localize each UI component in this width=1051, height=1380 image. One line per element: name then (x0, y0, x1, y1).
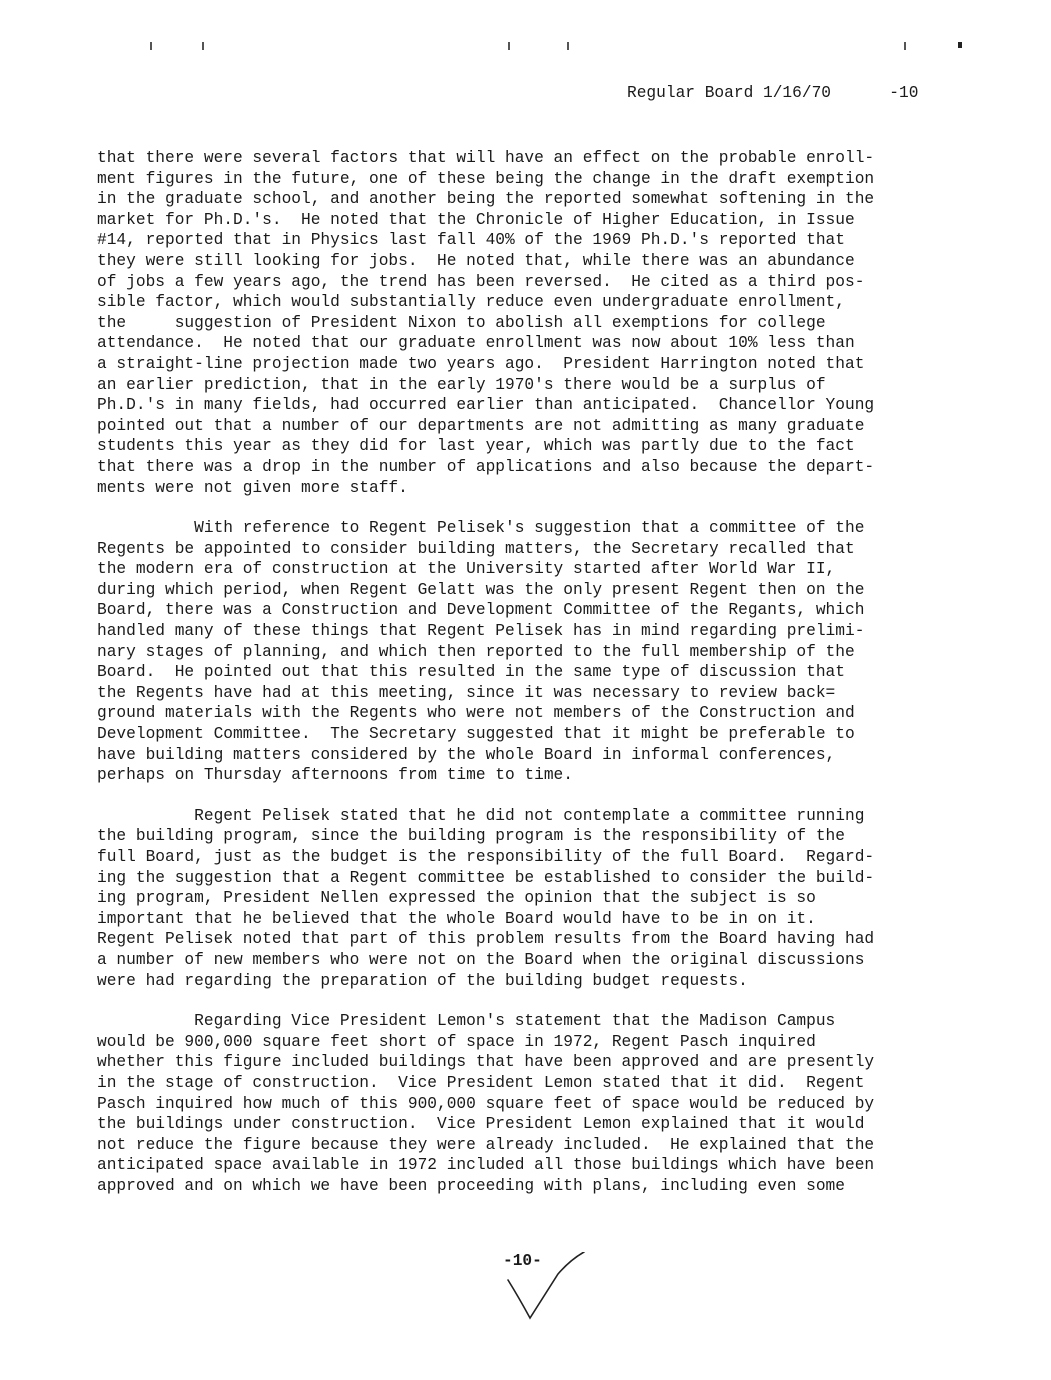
text-line: With reference to Regent Pelisek's suggestion that a committee of the (97, 519, 865, 538)
text-line: in the graduate school, and another being the reported somewhat softening in the (97, 190, 875, 209)
text-line: ing the suggestion that a Regent committee be established to consider the build- (97, 868, 875, 887)
text-line: anticipated space available in 1972 included all those buildings which have been (97, 1156, 875, 1175)
text-line: the Regents have had at this meeting, since it was necessary to review back= (97, 683, 836, 702)
margin-mark (150, 42, 152, 50)
margin-mark (508, 42, 510, 50)
document-body (97, 148, 957, 1197)
text-line: important that he believed that the whole Board would have to be in on it. (97, 909, 816, 928)
text-line: ment figures in the future, one of these being the change in the draft exemption (97, 169, 875, 188)
margin-mark (567, 42, 569, 50)
text-line: Ph.D.'s in many fields, had occurred earlier than anticipated. Chancellor Young (97, 396, 875, 415)
text-line: that there was a drop in the number of applications and also because the depart- (97, 457, 875, 476)
margin-mark (202, 42, 204, 50)
text-line: a number of new members who were not on the Board when the original discussions (97, 950, 865, 969)
text-line: the suggestion of President Nixon to abolish all exemptions for college (97, 313, 826, 332)
text-line: ing program, President Nellen expressed the opinion that the subject is so (97, 889, 816, 908)
text-line: the buildings under construction. Vice President Lemon explained that it would (97, 1115, 865, 1134)
text-line: during which period, when Regent Gelatt was the only present Regent then on the (97, 580, 865, 599)
paragraph-3 (97, 806, 957, 991)
header-title: Regular Board 1/16/70 (627, 84, 831, 102)
paragraph-4 (97, 1011, 957, 1196)
margin-mark (958, 42, 962, 48)
text-line: the building program, since the building program is the responsibility of the (97, 827, 845, 846)
text-line: attendance. He noted that our graduate enrollment was now about 10% less than (97, 334, 855, 353)
paragraph-2 (97, 518, 957, 786)
text-line: Regent Pelisek stated that he did not contemplate a committee running (97, 806, 865, 825)
text-line: have building matters considered by the whole Board in informal conferences, (97, 745, 836, 764)
text-line: that there were several factors that will have an effect on the probable enroll- (97, 149, 875, 167)
text-line: would be 900,000 square feet short of space in 1972, Regent Pasch inquired (97, 1032, 816, 1051)
text-line: not reduce the figure because they were already included. He explained that the (97, 1135, 875, 1154)
text-line: Pasch inquired how much of this 900,000 square feet of space would be reduced by (97, 1094, 875, 1113)
text-line: students this year as they did for last year, which was partly due to the fact (97, 437, 855, 456)
text-line: nary stages of planning, and which then reported to the full membership of the (97, 642, 855, 661)
text-line: approved and on which we have been proceeding with plans, including even some (97, 1176, 845, 1195)
text-line: were had regarding the preparation of the building budget requests. (97, 971, 748, 990)
text-line: they were still looking for jobs. He noted that, while there was an abundance (97, 251, 855, 270)
checkmark-icon (504, 1252, 594, 1332)
page-footer-number: -10- (503, 1252, 542, 1270)
text-line: a straight-line projection made two years ago. President Harrington noted that (97, 354, 865, 373)
text-line: of jobs a few years ago, the trend has been reversed. He cited as a third pos- (97, 272, 865, 291)
text-line: an earlier prediction, that in the early 1970's there would be a surplus of (97, 375, 826, 394)
text-line: Regents be appointed to consider building matters, the Secretary recalled that (97, 539, 855, 558)
text-line: pointed out that a number of our departments are not admitting as many graduate (97, 416, 865, 435)
text-line: Board. He pointed out that this resulted in the same type of discussion that (97, 663, 845, 682)
page-header (627, 84, 947, 102)
text-line: ments were not given more staff. (97, 478, 408, 497)
paragraph-1 (97, 148, 957, 498)
text-line: #14, reported that in Physics last fall 40% of the 1969 Ph.D.'s reported that (97, 231, 845, 250)
text-line: market for Ph.D.'s. He noted that the Chronicle of Higher Education, in Issue (97, 210, 855, 229)
text-line: sible factor, which would substantially reduce even undergraduate enrollment, (97, 293, 845, 312)
text-line: whether this figure included buildings that have been approved and are presently (97, 1053, 875, 1072)
text-line: Development Committee. The Secretary suggested that it might be preferable to (97, 725, 855, 744)
text-line: Board, there was a Construction and Development Committee of the Regants, which (97, 601, 865, 620)
text-line: handled many of these things that Regent Pelisek has in mind regarding prelimi- (97, 622, 865, 641)
text-line: in the stage of construction. Vice President Lemon stated that it did. Regent (97, 1073, 865, 1092)
text-line: ground materials with the Regents who were not members of the Construction and (97, 704, 855, 723)
text-line: full Board, just as the budget is the responsibility of the full Board. Regard- (97, 848, 875, 866)
text-line: the modern era of construction at the University started after World War II, (97, 560, 836, 579)
header-page-number: -10 (889, 84, 919, 102)
text-line: Regarding Vice President Lemon's statement that the Madison Campus (97, 1012, 836, 1031)
text-line: perhaps on Thursday afternoons from time to time. (97, 766, 573, 785)
margin-mark (904, 42, 906, 50)
text-line: Regent Pelisek noted that part of this problem results from the Board having had (97, 930, 875, 949)
